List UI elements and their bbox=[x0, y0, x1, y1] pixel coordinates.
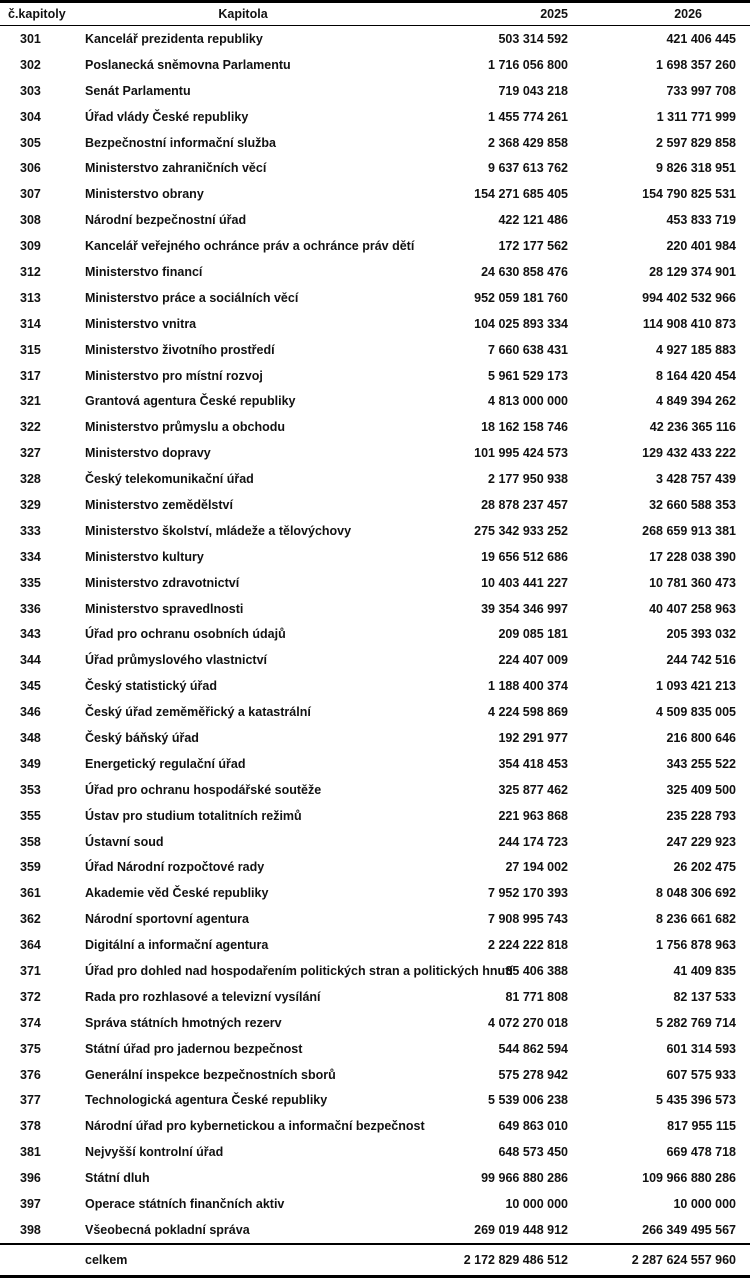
value-2025: 325 877 462 bbox=[498, 782, 568, 797]
value-2026: 8 236 661 682 bbox=[656, 912, 736, 927]
chapter-number: 306 bbox=[20, 161, 41, 176]
chapter-name: Ministerstvo kultury bbox=[85, 549, 204, 564]
value-2026: 42 236 365 116 bbox=[649, 420, 736, 435]
chapter-number: 335 bbox=[20, 575, 41, 590]
chapter-name: Poslanecká sněmovna Parlamentu bbox=[85, 57, 291, 72]
chapter-name: Ministerstvo financí bbox=[85, 264, 203, 279]
chapter-name: Ústav pro studium totalitních režimů bbox=[85, 808, 302, 823]
value-2026: 216 800 646 bbox=[666, 730, 736, 745]
value-2025: 221 963 868 bbox=[498, 808, 568, 823]
chapter-name: Bezpečnostní informační služba bbox=[85, 135, 277, 150]
value-2026: 733 997 708 bbox=[666, 83, 736, 98]
value-2026: 3 428 757 439 bbox=[656, 472, 736, 487]
value-2025: 28 878 237 457 bbox=[481, 497, 568, 512]
chapter-name: Úřad Národní rozpočtové rady bbox=[85, 860, 265, 875]
table-body bbox=[0, 26, 750, 1244]
value-2026: 2 597 829 858 bbox=[656, 135, 736, 150]
chapter-name: Kancelář veřejného ochránce práv a ochránce práv dětí bbox=[85, 239, 415, 254]
value-2026: 421 406 445 bbox=[666, 31, 736, 46]
value-2025: 4 072 270 018 bbox=[488, 1015, 568, 1030]
value-2025: 19 656 512 686 bbox=[481, 549, 568, 564]
table-row bbox=[0, 26, 750, 52]
total-value-2025: 2 172 829 486 512 bbox=[408, 1244, 568, 1277]
header-chapter-name: Kapitola bbox=[78, 2, 408, 26]
value-2026: 4 509 835 005 bbox=[656, 705, 736, 720]
chapter-name: Akademie věd České republiky bbox=[85, 886, 269, 901]
table-row bbox=[0, 259, 750, 285]
value-2025: 5 539 006 238 bbox=[488, 1093, 568, 1108]
chapter-number: 378 bbox=[20, 1119, 41, 1134]
chapter-number: 359 bbox=[20, 860, 41, 875]
value-2025: 4 224 598 869 bbox=[488, 705, 568, 720]
chapter-number: 371 bbox=[20, 964, 41, 978]
value-2025: 10 000 000 bbox=[505, 1197, 568, 1212]
table-row bbox=[0, 777, 750, 803]
chapter-name: Český telekomunikační úřad bbox=[85, 472, 254, 487]
table-row bbox=[0, 1010, 750, 1036]
value-2025: 5 961 529 173 bbox=[488, 368, 568, 383]
chapter-number: 302 bbox=[20, 57, 41, 72]
chapter-name: Senát Parlamentu bbox=[85, 83, 191, 98]
value-2025: 952 059 181 760 bbox=[474, 290, 568, 305]
value-2026: 10 000 000 bbox=[673, 1197, 736, 1212]
chapter-number: 346 bbox=[20, 705, 41, 720]
value-2025: 39 354 346 997 bbox=[481, 601, 568, 616]
value-2026: 26 202 475 bbox=[673, 860, 736, 875]
value-2026: 8 164 420 454 bbox=[656, 368, 736, 383]
header-year-2025: 2025 bbox=[408, 2, 568, 26]
chapter-name: Český úřad zeměměřický a katastrální bbox=[85, 705, 311, 720]
table-footer bbox=[0, 1244, 750, 1277]
table-row bbox=[0, 492, 750, 518]
chapter-number: 362 bbox=[20, 912, 41, 927]
value-2026: 114 908 410 873 bbox=[642, 316, 736, 331]
value-2026: 247 229 923 bbox=[666, 834, 736, 849]
chapter-number: 301 bbox=[20, 31, 41, 46]
table-row bbox=[0, 596, 750, 622]
value-2025: 192 291 977 bbox=[498, 730, 568, 745]
table-header bbox=[0, 2, 750, 26]
value-2025: 275 342 933 252 bbox=[474, 523, 568, 538]
table-row bbox=[0, 829, 750, 855]
value-2026: 817 955 115 bbox=[667, 1119, 736, 1134]
value-2025: 354 418 453 bbox=[498, 756, 568, 771]
chapter-number: 329 bbox=[20, 497, 41, 512]
chapter-name: Správa státních hmotných rezerv bbox=[85, 1015, 282, 1030]
chapter-number: 314 bbox=[20, 316, 41, 331]
chapter-name: Technologická agentura České republiky bbox=[85, 1093, 328, 1108]
chapter-name: Ministerstvo školství, mládeže a tělovýchovy bbox=[85, 523, 352, 538]
value-2025: 35 406 388 bbox=[505, 964, 568, 978]
chapter-number: 315 bbox=[20, 342, 41, 357]
table-row bbox=[0, 518, 750, 544]
chapter-name: Ministerstvo zdravotnictví bbox=[85, 575, 240, 590]
table-row bbox=[0, 880, 750, 906]
value-2026: 343 255 522 bbox=[666, 756, 736, 771]
value-2026: 607 575 933 bbox=[666, 1067, 736, 1082]
value-2026: 5 435 396 573 bbox=[656, 1093, 736, 1108]
table-row bbox=[0, 52, 750, 78]
value-2025: 422 121 486 bbox=[498, 213, 568, 228]
chapter-name: Digitální a informační agentura bbox=[85, 938, 269, 953]
value-2025: 649 863 010 bbox=[498, 1119, 568, 1134]
chapter-number: 374 bbox=[20, 1015, 41, 1030]
table-row bbox=[0, 311, 750, 337]
table-row bbox=[0, 958, 750, 984]
value-2026: 1 311 771 999 bbox=[656, 109, 736, 124]
table-row bbox=[0, 1113, 750, 1139]
value-2025: 101 995 424 573 bbox=[474, 446, 568, 461]
table-row bbox=[0, 1062, 750, 1088]
value-2025: 4 813 000 000 bbox=[488, 394, 568, 409]
value-2026: 205 393 032 bbox=[666, 627, 736, 642]
value-2025: 209 085 181 bbox=[498, 627, 568, 642]
chapter-name: Český statistický úřad bbox=[85, 679, 218, 694]
table-row bbox=[0, 1088, 750, 1114]
value-2026: 4 927 185 883 bbox=[656, 342, 736, 357]
chapter-name: Rada pro rozhlasové a televizní vysílání bbox=[85, 989, 321, 1004]
value-2026: 28 129 374 901 bbox=[649, 264, 736, 279]
table-row bbox=[0, 466, 750, 492]
table-row bbox=[0, 207, 750, 233]
chapter-number: 344 bbox=[20, 653, 41, 668]
table-row bbox=[0, 363, 750, 389]
chapter-number: 334 bbox=[20, 549, 41, 564]
chapter-name: Ústavní soud bbox=[85, 834, 164, 849]
chapter-name: Ministerstvo zemědělství bbox=[85, 497, 233, 512]
table-row bbox=[0, 544, 750, 570]
chapter-number: 317 bbox=[20, 368, 41, 383]
total-value-2026: 2 287 624 557 960 bbox=[568, 1244, 750, 1277]
chapter-number: 333 bbox=[20, 523, 41, 538]
chapter-name: Nejvyšší kontrolní úřad bbox=[85, 1145, 224, 1160]
value-2026: 17 228 038 390 bbox=[649, 549, 736, 564]
chapter-name: Úřad vlády České republiky bbox=[85, 109, 249, 124]
value-2025: 1 455 774 261 bbox=[488, 109, 568, 124]
value-2026: 220 401 984 bbox=[666, 239, 736, 254]
value-2025: 244 174 723 bbox=[498, 834, 568, 849]
value-2025: 172 177 562 bbox=[498, 239, 568, 254]
chapter-name: Ministerstvo průmyslu a obchodu bbox=[85, 420, 286, 435]
value-2025: 648 573 450 bbox=[498, 1145, 568, 1160]
table-row bbox=[0, 1139, 750, 1165]
total-row bbox=[0, 1244, 750, 1277]
chapter-name: Energetický regulační úřad bbox=[85, 756, 246, 771]
chapter-name: Ministerstvo spravedlnosti bbox=[85, 601, 244, 616]
chapter-number: 353 bbox=[20, 782, 41, 797]
value-2026: 109 966 880 286 bbox=[642, 1171, 736, 1186]
table-row bbox=[0, 1165, 750, 1191]
header-year-2026: 2026 bbox=[568, 2, 750, 26]
value-2026: 9 826 318 951 bbox=[656, 161, 736, 176]
value-2025: 2 177 950 938 bbox=[488, 472, 568, 487]
chapter-name: Grantová agentura České republiky bbox=[85, 394, 296, 409]
chapter-name: Ministerstvo zahraničních věcí bbox=[85, 161, 267, 176]
table-row bbox=[0, 673, 750, 699]
table-row bbox=[0, 699, 750, 725]
chapter-name: Úřad pro dohled nad hospodařením politických stran a politických hnutí bbox=[85, 964, 513, 978]
chapter-number: 349 bbox=[20, 756, 41, 771]
value-2026: 1 093 421 213 bbox=[656, 679, 736, 694]
chapter-number: 328 bbox=[20, 472, 41, 487]
value-2025: 27 194 002 bbox=[505, 860, 568, 875]
chapter-number: 303 bbox=[20, 83, 41, 98]
table-row bbox=[0, 181, 750, 207]
value-2025: 18 162 158 746 bbox=[481, 420, 568, 435]
table-row bbox=[0, 725, 750, 751]
value-2025: 7 908 995 743 bbox=[488, 912, 568, 927]
table-row bbox=[0, 233, 750, 259]
table-row bbox=[0, 130, 750, 156]
chapter-number: 304 bbox=[20, 109, 41, 124]
value-2025: 575 278 942 bbox=[498, 1067, 568, 1082]
value-2026: 453 833 719 bbox=[666, 213, 736, 228]
chapter-name: Národní sportovní agentura bbox=[85, 912, 249, 927]
value-2026: 669 478 718 bbox=[666, 1145, 736, 1160]
chapter-name: Ministerstvo životního prostředí bbox=[85, 342, 275, 357]
chapter-name: Státní úřad pro jadernou bezpečnost bbox=[85, 1041, 303, 1056]
value-2026: 32 660 588 353 bbox=[649, 497, 736, 512]
chapter-number: 396 bbox=[20, 1171, 41, 1186]
table-row bbox=[0, 285, 750, 311]
table-row bbox=[0, 388, 750, 414]
chapter-number: 358 bbox=[20, 834, 41, 849]
table-row bbox=[0, 414, 750, 440]
value-2026: 4 849 394 262 bbox=[656, 394, 736, 409]
chapter-name: Ministerstvo vnitra bbox=[85, 316, 197, 331]
value-2025: 7 952 170 393 bbox=[488, 886, 568, 901]
value-2025: 2 224 222 818 bbox=[488, 938, 568, 953]
value-2026: 1 756 878 963 bbox=[656, 938, 736, 953]
chapter-name: Ministerstvo pro místní rozvoj bbox=[85, 368, 263, 383]
table-row bbox=[0, 803, 750, 829]
table-row bbox=[0, 1217, 750, 1244]
value-2025: 1 716 056 800 bbox=[488, 57, 568, 72]
chapter-number: 308 bbox=[20, 213, 41, 228]
value-2025: 10 403 441 227 bbox=[481, 575, 568, 590]
chapter-number: 376 bbox=[20, 1067, 41, 1082]
value-2026: 266 349 495 567 bbox=[642, 1222, 736, 1237]
chapter-number: 345 bbox=[20, 679, 41, 694]
total-label: celkem bbox=[78, 1244, 408, 1277]
chapter-number: 397 bbox=[20, 1197, 41, 1212]
value-2026: 1 698 357 260 bbox=[656, 57, 736, 72]
chapter-number: 312 bbox=[20, 264, 41, 279]
chapter-number: 381 bbox=[20, 1145, 41, 1160]
table-row bbox=[0, 1036, 750, 1062]
chapter-number: 398 bbox=[20, 1222, 41, 1237]
value-2026: 10 781 360 473 bbox=[649, 575, 736, 590]
chapter-number: 327 bbox=[20, 446, 41, 461]
value-2026: 41 409 835 bbox=[673, 964, 736, 978]
table-row bbox=[0, 932, 750, 958]
chapter-number: 377 bbox=[20, 1093, 41, 1108]
value-2026: 8 048 306 692 bbox=[656, 886, 736, 901]
value-2026: 5 282 769 714 bbox=[656, 1015, 736, 1030]
table-row bbox=[0, 984, 750, 1010]
chapter-number: 305 bbox=[20, 135, 41, 150]
value-2025: 1 188 400 374 bbox=[488, 679, 568, 694]
table-row bbox=[0, 1191, 750, 1217]
chapter-name: Ministerstvo práce a sociálních věcí bbox=[85, 290, 299, 305]
value-2026: 994 402 532 966 bbox=[642, 290, 736, 305]
chapter-number: 364 bbox=[20, 938, 41, 953]
chapter-name: Úřad průmyslového vlastnictví bbox=[85, 653, 268, 668]
chapter-name: Všeobecná pokladní správa bbox=[85, 1222, 250, 1237]
chapter-name: Úřad pro ochranu hospodářské soutěže bbox=[85, 782, 322, 797]
chapter-name: Úřad pro ochranu osobních údajů bbox=[85, 627, 286, 642]
chapter-number: 307 bbox=[20, 187, 41, 202]
value-2025: 154 271 685 405 bbox=[474, 187, 568, 202]
table-row bbox=[0, 751, 750, 777]
value-2025: 81 771 808 bbox=[505, 989, 568, 1004]
value-2026: 601 314 593 bbox=[666, 1041, 736, 1056]
chapter-number: 372 bbox=[20, 989, 41, 1004]
value-2026: 244 742 516 bbox=[666, 653, 736, 668]
value-2025: 9 637 613 762 bbox=[488, 161, 568, 176]
chapter-number: 321 bbox=[20, 394, 41, 409]
chapter-name: Kancelář prezidenta republiky bbox=[85, 31, 263, 46]
chapter-number: 348 bbox=[20, 730, 41, 745]
total-spacer bbox=[0, 1244, 78, 1277]
chapter-name: Ministerstvo obrany bbox=[85, 187, 204, 202]
chapter-number: 313 bbox=[20, 290, 41, 305]
table-row bbox=[0, 621, 750, 647]
value-2026: 235 228 793 bbox=[666, 808, 736, 823]
value-2026: 154 790 825 531 bbox=[642, 187, 736, 202]
table-row bbox=[0, 855, 750, 881]
table-row bbox=[0, 440, 750, 466]
value-2026: 40 407 258 963 bbox=[649, 601, 736, 616]
chapter-number: 322 bbox=[20, 420, 41, 435]
value-2026: 129 432 433 222 bbox=[642, 446, 736, 461]
chapter-name: Státní dluh bbox=[85, 1171, 150, 1186]
chapter-name: Generální inspekce bezpečnostních sborů bbox=[85, 1067, 336, 1082]
chapter-number: 375 bbox=[20, 1041, 41, 1056]
value-2025: 24 630 858 476 bbox=[481, 264, 568, 279]
value-2026: 82 137 533 bbox=[673, 989, 736, 1004]
value-2025: 719 043 218 bbox=[498, 83, 568, 98]
value-2026: 325 409 500 bbox=[666, 782, 736, 797]
chapter-name: Český báňský úřad bbox=[85, 730, 199, 745]
table-row bbox=[0, 906, 750, 932]
value-2025: 503 314 592 bbox=[498, 31, 568, 46]
value-2026: 268 659 913 381 bbox=[642, 523, 736, 538]
table-row bbox=[0, 337, 750, 363]
chapter-number: 355 bbox=[20, 808, 41, 823]
chapter-number: 361 bbox=[20, 886, 41, 901]
value-2025: 104 025 893 334 bbox=[474, 316, 568, 331]
chapter-name: Operace státních finančních aktiv bbox=[85, 1197, 285, 1212]
table-row bbox=[0, 570, 750, 596]
chapter-number: 309 bbox=[20, 239, 41, 254]
value-2025: 99 966 880 286 bbox=[481, 1171, 568, 1186]
chapter-number: 343 bbox=[20, 627, 41, 642]
value-2025: 269 019 448 912 bbox=[474, 1222, 568, 1237]
value-2025: 7 660 638 431 bbox=[488, 342, 568, 357]
table-row bbox=[0, 155, 750, 181]
chapter-name: Národní úřad pro kybernetickou a informační bezpečnost bbox=[85, 1119, 425, 1134]
value-2025: 2 368 429 858 bbox=[488, 135, 568, 150]
value-2025: 224 407 009 bbox=[498, 653, 568, 668]
chapter-number: 336 bbox=[20, 601, 41, 616]
table-row bbox=[0, 647, 750, 673]
header-chapter-number: č.kapitoly bbox=[0, 2, 78, 26]
table-row bbox=[0, 78, 750, 104]
chapter-name: Ministerstvo dopravy bbox=[85, 446, 211, 461]
table-row bbox=[0, 104, 750, 130]
value-2025: 544 862 594 bbox=[498, 1041, 568, 1056]
chapter-name: Národní bezpečnostní úřad bbox=[85, 213, 247, 228]
